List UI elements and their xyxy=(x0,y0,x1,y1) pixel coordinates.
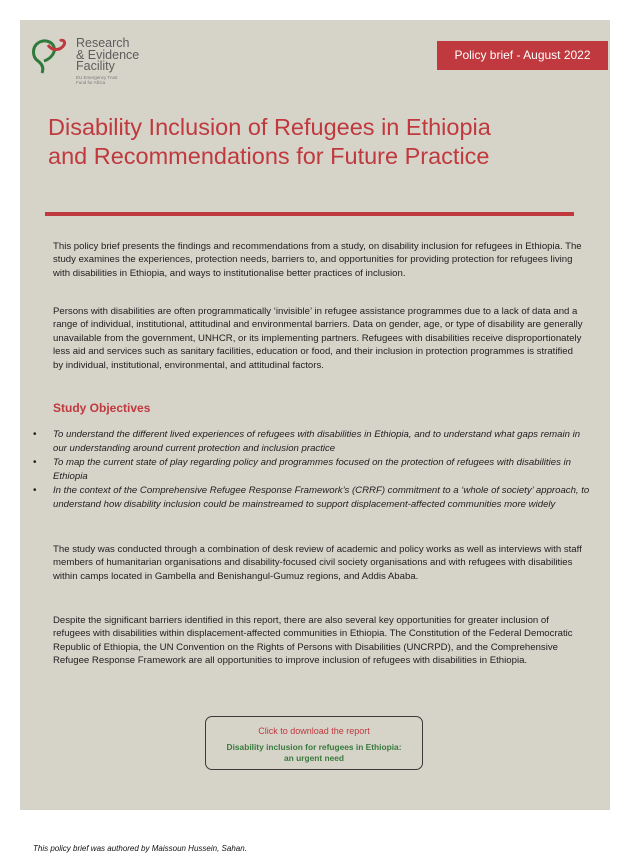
intro-paragraph-1: This policy brief presents the findings and recommendations from a study, on disability inclusion for refugees in Ethiopia. The study examines the experiences, protection needs, barriers to, and opportunities for providing protection for refugees living with disabilities in Ethiopia, and ways to institutionalise better practices of inclusion. xyxy=(53,241,582,279)
report-link[interactable]: Disability inclusion for refugees in Ethiopia: an urgent need xyxy=(226,742,402,763)
logo-subtitle: EU Emergency Trust Fund for Africa xyxy=(76,75,118,85)
intro-paragraph-2: Persons with disabilities are often programmatically ‘invisible’ in refugee assistance programmes due to a lack of data and a range of individual, institutional, attitudinal and environmental barriers. Data on gender, age, or type of disability are generally unavailable from the government, UNHCR, or its implementing partners. Refugees with disabilities receive disproportionately less aid and services such as sanitary facilities, education or food, and their inclusion in protection programmes is stratified by individual, institutional, environmental, and attitudinal factors. xyxy=(53,306,583,371)
methods-paragraph: The study was conducted through a combination of desk review of academic and policy works as well as interviews with staff members of humanitarian organisations and disability-focused civil society organisations and with refugees with disabilities within camps located in Gambella and Benishangul-Gumuz regions, and Addis Ababa. xyxy=(53,544,582,582)
objectives-list xyxy=(33,428,593,512)
conclusion-paragraph: Despite the significant barriers identified in this report, there are also several key opportunities for greater inclusion of refugees with disabilities within displacement-affected communities in Ethiopia. The Constitution of the Federal Democratic Republic of Ethiopia, the UN Convention on the Rights of Persons with Disabilities (UNCRPD), and the Comprehensive Refugee Response Framework are all opportunities to improve inclusion of refugees with disabilities in Ethiopia. xyxy=(53,615,573,667)
page-title: Disability Inclusion of Refugees in Ethiopia and Recommendations for Future Practice xyxy=(48,114,491,169)
download-report-label[interactable]: Click to download the report xyxy=(258,726,370,736)
list-item: • To understand the different lived experiences of refugees with disabilities in Ethiopia, and to understand what gaps remain in our understanding around current protection and inclusion practice xyxy=(33,428,593,456)
logo-wordmark: Research & Evidence Facility xyxy=(76,36,140,73)
list-item: • In the context of the Comprehensive Refugee Response Framework’s (CRRF) commitment to a ‘whole of society’ approach, to understand how disability inclusion could be mainstreamed to support displacement-affected communities more widely xyxy=(33,484,593,512)
ref-logo-icon xyxy=(30,35,70,75)
list-item: • To map the current state of play regarding policy and programmes focused on the protection of refugees with disabilities in Ethiopia xyxy=(33,456,593,484)
policy-brief-badge: Policy brief - August 2022 xyxy=(437,41,608,70)
objectives-heading: Study Objectives xyxy=(53,401,151,415)
author-credit: This policy brief was authored by Maissoun Hussein, Sahan. xyxy=(33,844,247,853)
title-divider xyxy=(45,212,574,216)
download-report-box[interactable] xyxy=(205,716,423,770)
